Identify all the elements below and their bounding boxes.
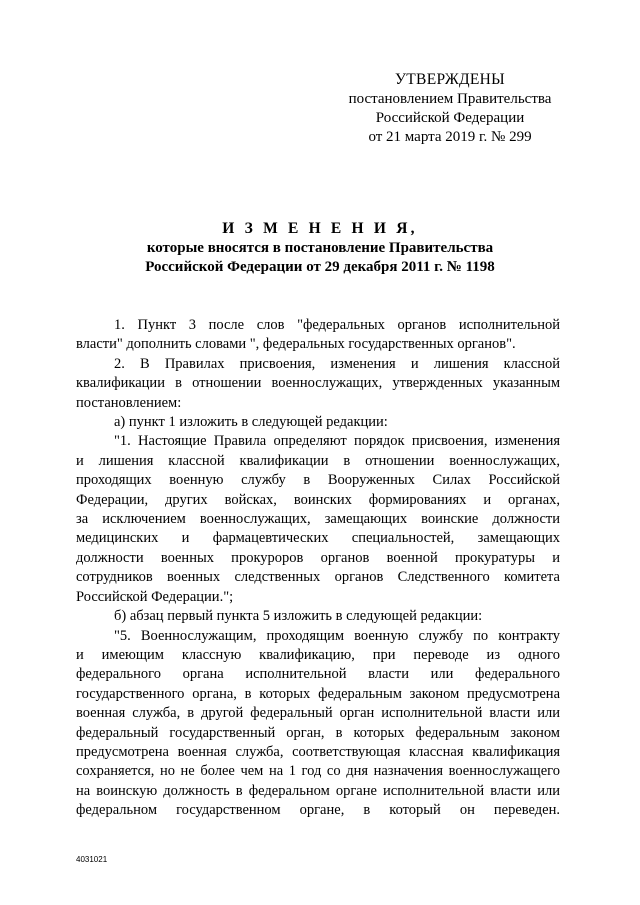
approval-line: Российской Федерации xyxy=(375,110,525,126)
body-line: за исключением военнослужащих, замещающих воинские должности xyxy=(76,511,560,528)
body-line: сотрудников военных следственных органов Следственного комитета xyxy=(76,569,560,586)
body-line: власти" дополнить словами ", федеральных государственных органов". xyxy=(76,336,516,353)
body-line: должности военных прокуроров органов военной прокуратуры и xyxy=(76,549,560,566)
body-line: на воинскую должность в федеральном органе исполнительной власти или xyxy=(76,782,560,799)
body-line: "5. Военнослужащим, проходящим военную службу по контракту xyxy=(114,627,560,644)
body-line: а) пункт 1 изложить в следующей редакции: xyxy=(114,414,388,431)
body-line: проходящих военную службу в Вооруженных Силах Российской xyxy=(76,472,560,489)
body-line: постановлением: xyxy=(76,394,182,411)
body-line: квалификации в отношении военнослужащих, утвержденных указанным xyxy=(76,375,560,392)
body-line: сохраняется, но не более чем на 1 год со дня назначения военнослужащего xyxy=(76,763,560,780)
body-line: военная служба, в другой федеральный орган исполнительной власти или xyxy=(76,705,560,722)
body-line: 2. В Правилах присвоения, изменения и лишения классной xyxy=(114,355,560,372)
document-body xyxy=(76,316,560,821)
body-line: федерального органа исполнительной власти или федерального xyxy=(76,666,560,683)
document-code: 4031021 xyxy=(76,855,108,864)
body-line: и имеющим классную квалификацию, при переводе из одного xyxy=(76,646,560,663)
body-line: государственного органа, в которых федеральным законом предусмотрена xyxy=(76,685,560,702)
approval-block xyxy=(330,70,570,147)
document-subtitle: Российской Федерации от 29 декабря 2011 г. № 1198 xyxy=(145,259,495,275)
approval-date: от 21 марта 2019 г. № 299 xyxy=(368,129,532,145)
body-line: Российской Федерации."; xyxy=(76,588,234,605)
body-line: "1. Настоящие Правила определяют порядок присвоения, изменения xyxy=(114,433,560,450)
body-line: Федерации, других войсках, воинских формированиях и органах, xyxy=(76,491,560,508)
body-line: 1. Пункт 3 после слов "федеральных органов исполнительной xyxy=(114,317,560,333)
body-line: федеральном государственном органе, в который он переведен. xyxy=(76,802,560,819)
body-line: и лишения классной квалификации в отношении военнослужащих, xyxy=(76,452,560,469)
approval-line: постановлением Правительства xyxy=(348,91,552,107)
body-line: федеральный государственный орган, в которых федеральным законом xyxy=(76,724,560,741)
body-line: б) абзац первый пункта 5 изложить в следующей редакции: xyxy=(114,608,483,625)
document-heading xyxy=(60,219,580,277)
document-subtitle: которые вносятся в постановление Правительства xyxy=(146,240,494,256)
approval-title: УТВЕРЖДЕНЫ xyxy=(395,71,505,88)
body-line: предусмотрена военная служба, соответствующая классная квалификация xyxy=(76,743,560,760)
document-title: И З М Е Н Е Н И Я, xyxy=(222,220,418,237)
body-line: медицинских и фармацевтических специальностей, замещающих xyxy=(76,530,560,547)
